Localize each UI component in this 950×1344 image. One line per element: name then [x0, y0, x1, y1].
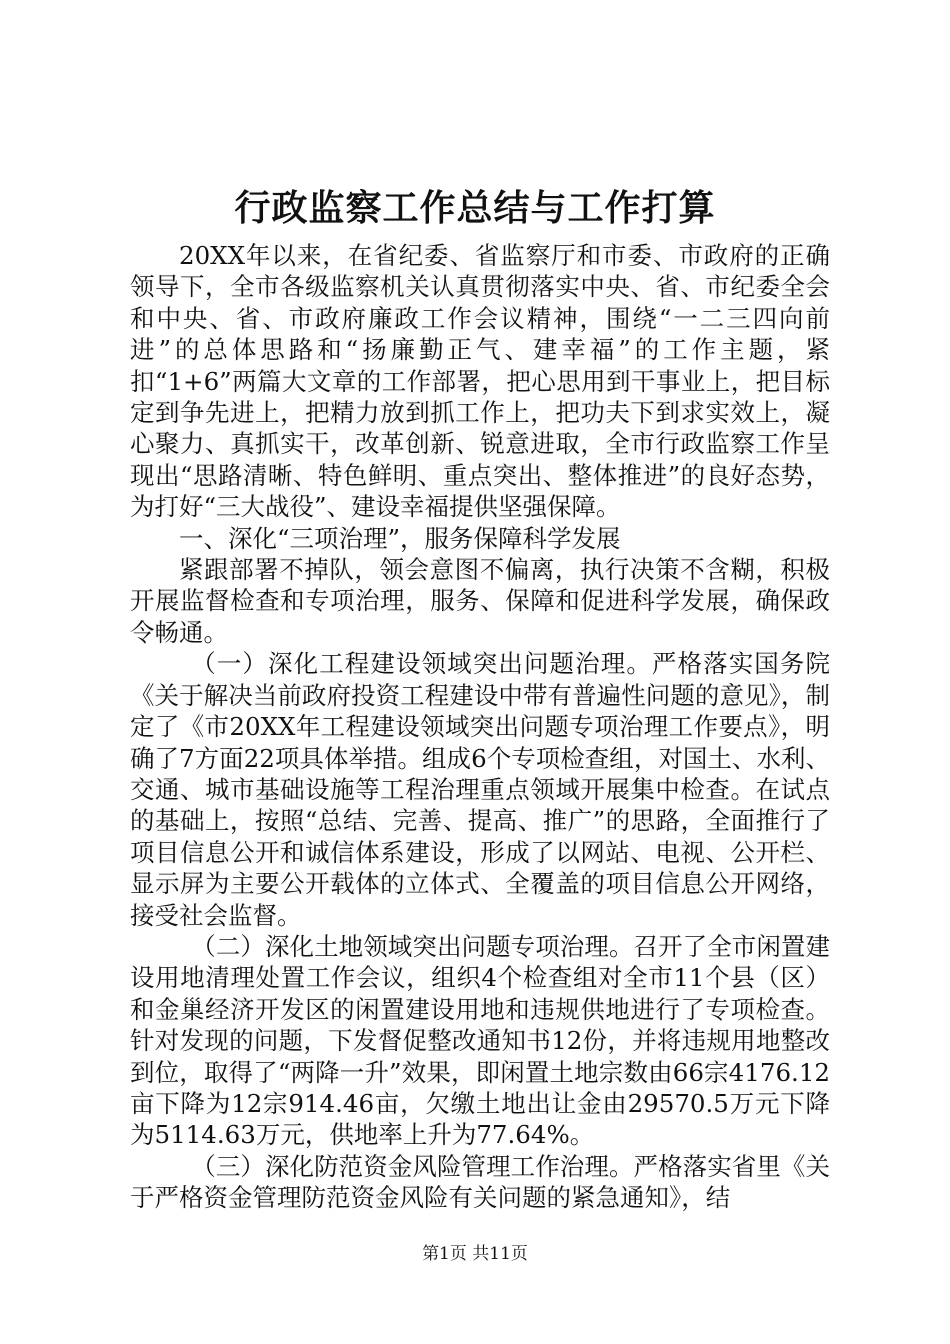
- section-heading-1: 一、深化“三项治理”，服务保障科学发展: [179, 523, 621, 553]
- subsection-2-paragraph: （二）深化土地领域突出问题专项治理。召开了全市闲置建设用地清理处置工作会议，组织4个检查组对全市11个县（区）和金巢经济开发区的闲置建设用地和违规供地进行了专项检查。针对发现的问题，下发督促整改通知书12份，并将违规用地整改到位，取得了“两降一升”效果，即闲置土地宗数由66宗4176.12亩下降为12宗914.46亩，欠缴土地出让金由29570.5万元下降为5114.63万元，供地率上升为77.64%。: [130, 931, 830, 1150]
- section-1-intro-paragraph: 紧跟部署不掉队，领会意图不偏离，执行决策不含糊，积极开展监督检查和专项治理，服务、保障和促进科学发展，确保政令畅通。: [130, 555, 830, 647]
- page-footer: 第1页 共11页: [422, 1244, 528, 1264]
- intro-paragraph: 20XX年以来，在省纪委、省监察厅和市委、市政府的正确领导下，全市各级监察机关认真贯彻落实中央、省、市纪委全会和中央、省、市政府廉政工作会议精神，围绕“一二三四向前进”的总体思路和“扬廉勤正气、建幸福”的工作主题，紧扣“1+6”两篇大文章的工作部署，把心思用到干事业上，把目标定到争先进上，把精力放到抓工作上，把功夫下到求实效上，凝心聚力、真抓实干，改革创新、锐意进取，全市行政监察工作呈现出“思路清晰、特色鲜明、重点突出、整体推进”的良好态势，为打好“三大战役”、建设幸福提供坚强保障。: [130, 241, 830, 522]
- subsection-3-paragraph: （三）深化防范资金风险管理工作治理。严格落实省里《关于严格资金管理防范资金风险有关问题的紧急通知》，结: [130, 1151, 830, 1213]
- document-body: [130, 240, 830, 1214]
- document-title: 行政监察工作总结与工作打算: [234, 187, 716, 229]
- subsection-1-paragraph: （一）深化工程建设领域突出问题治理。严格落实国务院《关于解决当前政府投资工程建设中带有普遍性问题的意见》，制定了《市20XX年工程建设领域突出问题专项治理工作要点》，明确了7方面22项具体举措。组成6个专项检查组，对国土、水利、交通、城市基础设施等工程治理重点领域开展集中检查。在试点的基础上，按照“总结、完善、提高、推广”的思路，全面推行了项目信息公开和诚信体系建设，形成了以网站、电视、公开栏、显示屏为主要公开载体的立体式、全覆盖的项目信息公开网络，接受社会监督。: [130, 649, 830, 930]
